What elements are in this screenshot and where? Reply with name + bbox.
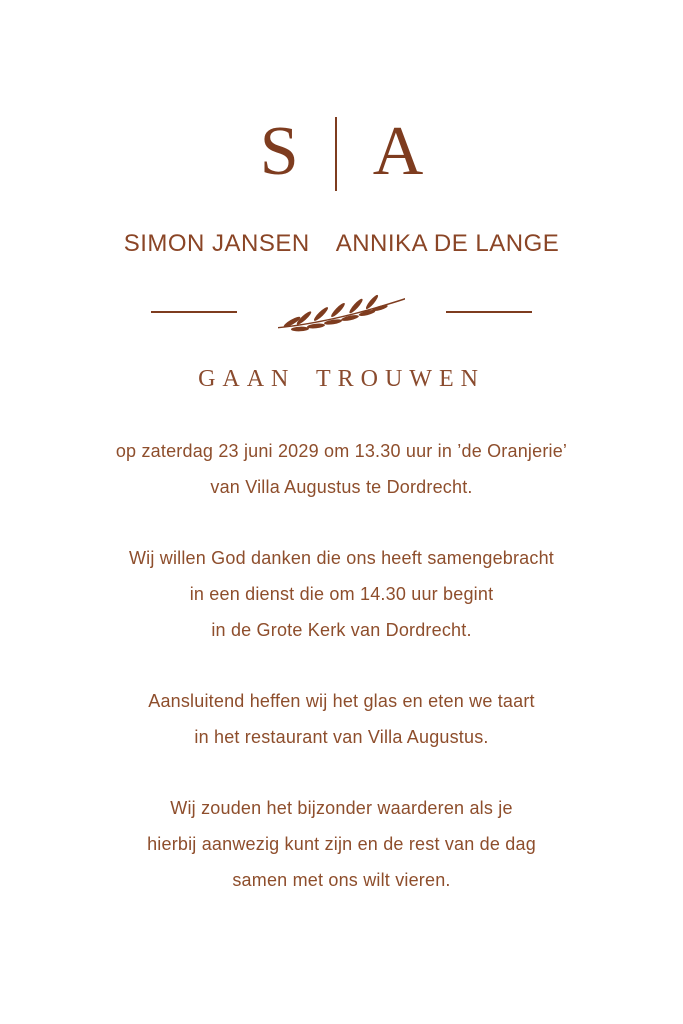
announcement-heading: GAAN TROUWEN [198, 366, 485, 392]
body-line: in een dienst die om 14.30 uur begint [189, 584, 494, 604]
monogram-divider-bar [335, 117, 337, 191]
body-line: samen met ons wilt vieren. [232, 870, 451, 890]
body-line: Wij willen God danken die ons heeft samengebracht [128, 548, 555, 568]
invitation-body [0, 433, 683, 898]
body-line: Aansluitend heffen wij het glas en eten we taart [148, 691, 535, 711]
divider-line-left [151, 311, 237, 313]
divider-line-right [446, 311, 532, 313]
monogram [0, 110, 683, 198]
body-line: in de Grote Kerk van Dordrecht. [211, 620, 472, 640]
decorative-divider [0, 286, 683, 338]
groom-name: SIMON JANSEN [123, 230, 310, 257]
body-line: op zaterdag 23 juni 2029 om 13.30 uur in ’de Oranjerie’ [115, 441, 568, 461]
body-line: hierbij aanwezig kunt zijn en de rest van de dag [147, 834, 536, 854]
body-line: Wij zouden het bijzonder waarderen als je [170, 798, 513, 818]
paragraph-closing [0, 790, 683, 898]
monogram-initial-right: A [372, 113, 424, 190]
paragraph-venue [0, 433, 683, 505]
paragraph-reception [0, 683, 683, 755]
body-line: van Villa Augustus te Dordrecht. [210, 477, 473, 497]
paragraph-church-service [0, 540, 683, 648]
body-line: in het restaurant van Villa Augustus. [194, 727, 489, 747]
names-line [0, 230, 683, 258]
monogram-initial-left: S [259, 113, 299, 190]
bride-name: ANNIKA DE LANGE [335, 230, 560, 257]
olive-branch-icon [274, 286, 409, 338]
